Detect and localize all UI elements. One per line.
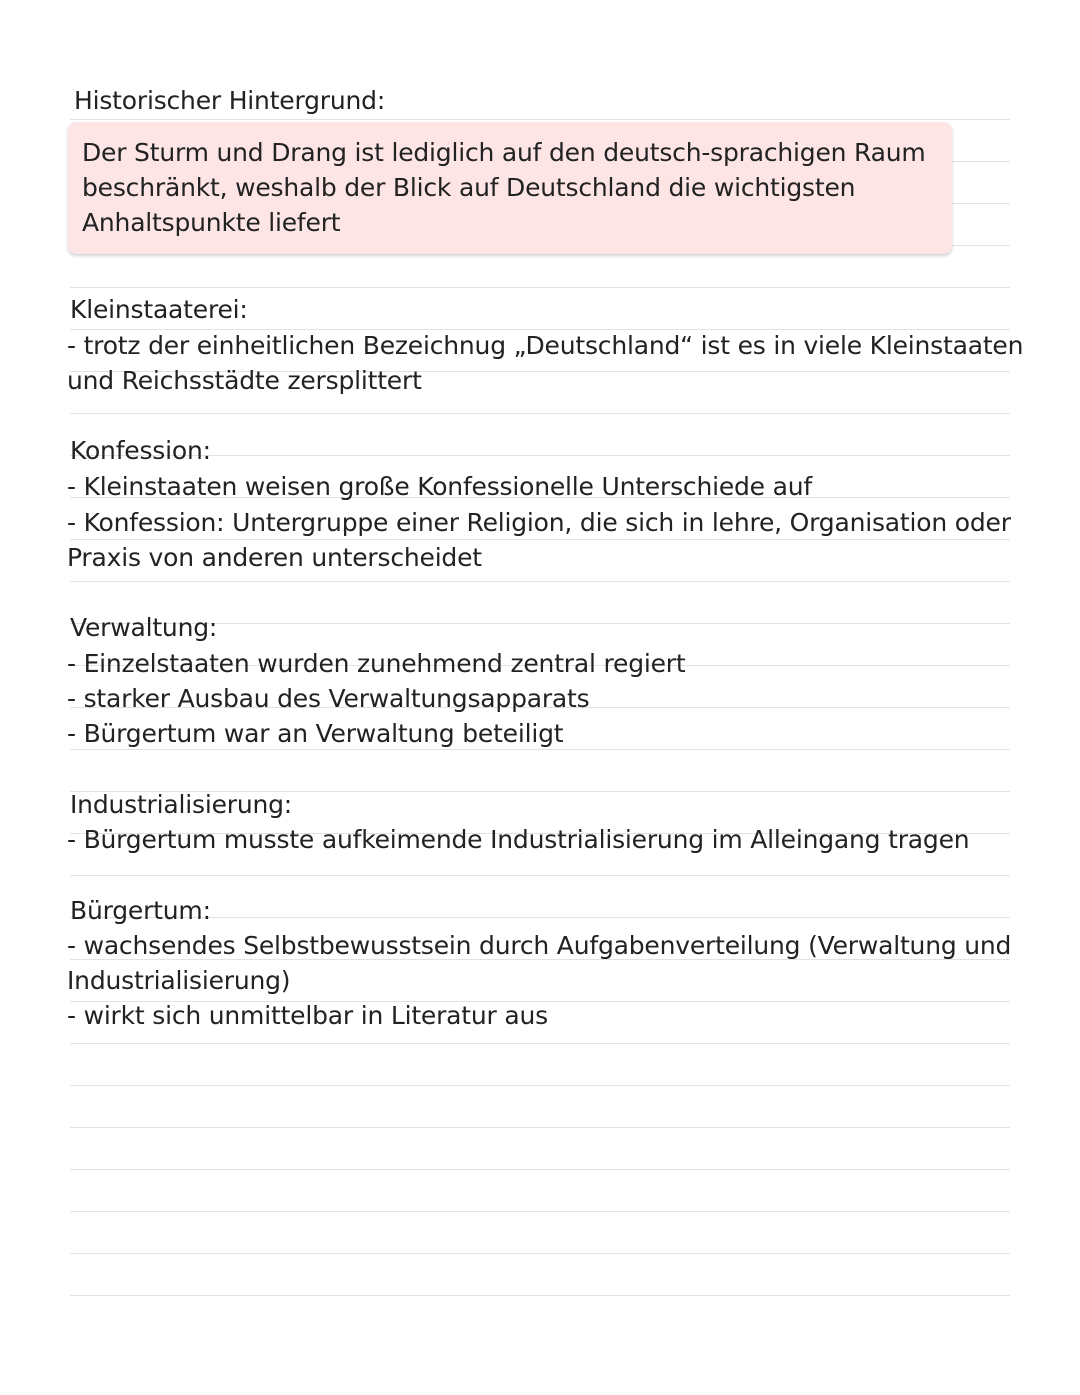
rule-line (70, 1043, 1010, 1044)
section-heading-buergertum (66, 894, 217, 928)
heading-text: Industrialisierung: (66, 788, 298, 822)
callout-line: beschränkt, weshalb der Blick auf Deutschland die wichtigsten (82, 173, 856, 202)
rule-line (70, 119, 1010, 120)
section-line: - Bürgertum war an Verwaltung beteiligt (67, 719, 564, 748)
rule-line (70, 1295, 1010, 1296)
rule-line (70, 1211, 1010, 1212)
section-line: - wachsendes Selbstbewusstsein durch Aufgabenverteilung (Verwaltung und (67, 931, 1012, 960)
section-line: und Reichsstädte zersplittert (67, 366, 422, 395)
rule-line (70, 581, 1010, 582)
section-line: - Kleinstaaten weisen große Konfessionelle Unterschiede auf (67, 472, 812, 501)
rule-line (70, 287, 1010, 288)
page-title (70, 84, 391, 118)
title-text: Historischer Hintergrund: (70, 84, 391, 118)
section-line: - Bürgertum musste aufkeimende Industrialisierung im Alleingang tragen (67, 825, 970, 854)
section-line: - Einzelstaaten wurden zunehmend zentral regiert (67, 649, 686, 678)
rule-line (70, 875, 1010, 876)
section-line: - wirkt sich unmittelbar in Literatur aus (67, 1001, 548, 1030)
section-heading-industrialisierung (66, 788, 298, 822)
section-line: Praxis von anderen unterscheidet (67, 543, 482, 572)
section-heading-konfession (66, 434, 217, 468)
section-line: Industrialisierung) (67, 966, 291, 995)
callout-line: Der Sturm und Drang ist lediglich auf den deutsch-sprachigen Raum (82, 138, 926, 167)
section-heading-kleinstaaterei (66, 293, 254, 327)
callout-line: Anhaltspunkte liefert (82, 208, 341, 237)
heading-text: Kleinstaaterei: (66, 293, 254, 327)
section-line: - starker Ausbau des Verwaltungsapparats (67, 684, 590, 713)
rule-line (70, 1253, 1010, 1254)
rule-line (70, 413, 1010, 414)
heading-text: Bürgertum: (66, 894, 217, 928)
section-line: - Konfession: Untergruppe einer Religion, die sich in lehre, Organisation oder (67, 508, 1011, 537)
section-heading-verwaltung (66, 611, 223, 645)
rule-line (70, 1127, 1010, 1128)
heading-text: Konfession: (66, 434, 217, 468)
heading-text: Verwaltung: (66, 611, 223, 645)
section-line: - trotz der einheitlichen Bezeichnug „Deutschland“ ist es in viele Kleinstaaten (67, 331, 1024, 360)
rule-line (70, 1085, 1010, 1086)
rule-line (70, 1169, 1010, 1170)
